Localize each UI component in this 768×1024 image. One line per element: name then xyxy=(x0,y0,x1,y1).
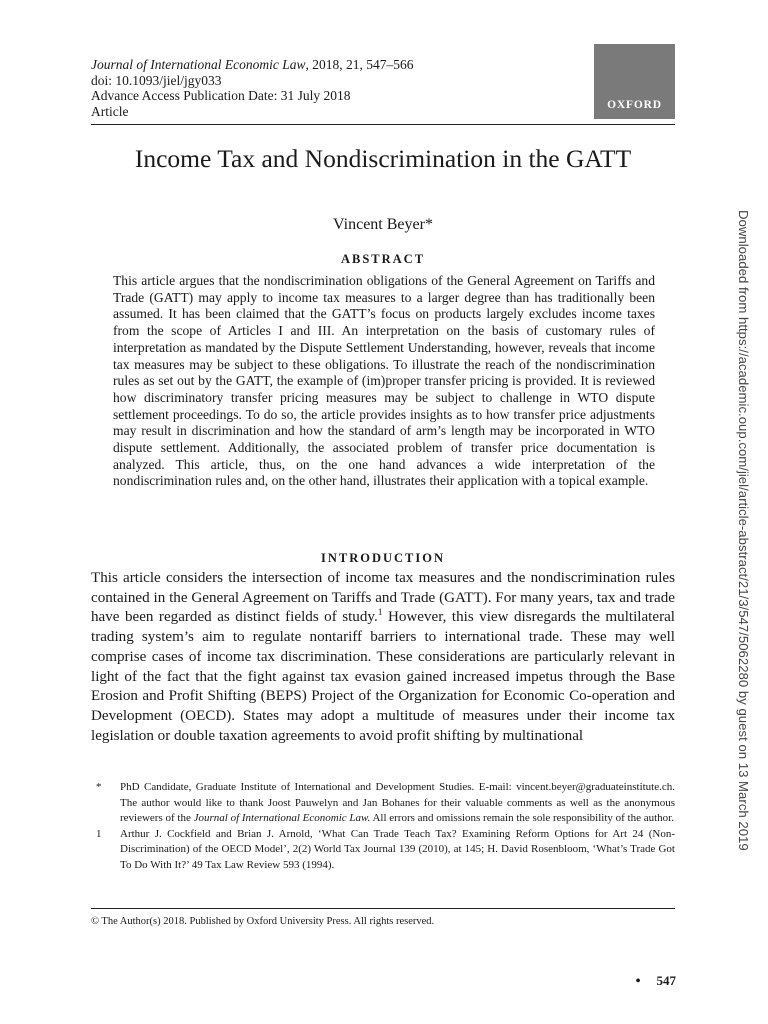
footnote-author xyxy=(91,780,675,827)
footnote-ref-1[interactable]: 1 xyxy=(377,608,383,619)
footnote-mark: * xyxy=(96,781,102,793)
advance-access-date: Advance Access Publication Date: 31 July 2018 xyxy=(91,88,351,104)
introduction-text xyxy=(91,569,675,746)
footnote-text-end: All errors and omissions remain the sole responsibility of the author. xyxy=(370,812,674,824)
footnote-1 xyxy=(91,827,675,874)
footnote-mark: 1 xyxy=(96,827,102,840)
page-number-value: 547 xyxy=(656,973,676,988)
doi: doi: 10.1093/jiel/jgy033 xyxy=(91,72,222,88)
introduction-text-part1: This article considers the intersection of income tax measures and the nondiscrimination rules contained in the General Agreement on Tariffs and Trade (GATT). For many years, tax and trade have been regarded as distinct fields of study. xyxy=(91,570,675,626)
footnotes xyxy=(91,780,675,873)
download-watermark xyxy=(735,210,755,851)
header-divider xyxy=(91,124,675,125)
article-title: Income Tax and Nondiscrimination in the GATT xyxy=(134,144,632,173)
footnote-text: Arthur J. Cockfield and Brian J. Arnold, ‘What Can Trade Teach Tax? Examining Reform Options for Art 24 (Non-Discrimination) of the OECD Model’, 2(2) World Tax Journal 139 (2010), at 145; H. David Rosenbloom, ‘What’s Trade Got To Do With It?’ 49 Tax Law Review 593 (1994). xyxy=(120,827,675,871)
copyright-notice: © The Author(s) 2018. Published by Oxford University Press. All rights reserved. xyxy=(91,916,435,927)
oxford-logo-text: OXFORD xyxy=(607,99,662,111)
author-name: Vincent Beyer* xyxy=(333,216,433,233)
footer-divider xyxy=(91,908,675,909)
journal-header xyxy=(91,57,651,119)
oxford-logo xyxy=(594,44,675,119)
journal-name: Journal of International Economic Law xyxy=(91,57,306,72)
footnote-journal-name: Journal of International Economic Law. xyxy=(193,812,371,824)
page-number xyxy=(620,973,676,990)
bullet-icon: • xyxy=(635,974,641,989)
abstract-heading: ABSTRACT xyxy=(340,252,426,266)
introduction-text-part2: However, this view disregards the multilateral trading system’s aim to regulate nontariff barriers to international trade. These may well comprise cases of income tax discrimination. These considerations are particularly relevant in light of the fact that the fight against tax evasion gained increased impetus through the Base Erosion and Profit Shifting (BEPS) Project of the Organization for Economic Co-operation and Development (OECD). States may adopt a multitude of measures under their income tax legislation or double taxation agreements to avoid profit shifting by multinational xyxy=(91,609,675,744)
introduction-heading: INTRODUCTION xyxy=(320,551,445,565)
abstract-text: This article argues that the nondiscrimination obligations of the General Agreement on Tariffs and Trade (GATT) may apply to income tax measures to a larger degree than has traditionally been assumed. It has been claimed that the GATT’s focus on products largely excludes income taxes from the scope of Articles I and III. An interpretation on the basis of customary rules of interpretation as mandated by the Dispute Settlement Understanding, however, reveals that income tax measures may be subject to these obligations. To illustrate the reach of the nondiscrimination rules as set out by the GATT, the example of (im)proper transfer pricing is provided. It is reviewed how discriminatory transfer pricing measures may be subject to challenge in WTO dispute settlement proceedings. To do so, the article provides insights as to how transfer price adjustments may result in discrimination and how the standard of arm’s length may be incorporated in WTO dispute settlement. Additionally, the associated problem of transfer price documentation is analyzed. This article, thus, on the one hand advances a wide interpretation of the nondiscrimination rules and, on the other hand, illustrates their application with a topical example. xyxy=(113,273,655,489)
footnote-text: PhD Candidate, Graduate Institute of International and Development Studies. E-mail: vincent.beyer@graduateinstitute.ch. The author would like to thank Joost Pauwelyn and Jan Bohanes for their valuable comments as well as the anonymous reviewers of the xyxy=(120,781,675,824)
journal-citation xyxy=(91,57,651,73)
citation-details: , 2018, 21, 547–566 xyxy=(305,57,414,72)
article-type: Article xyxy=(91,103,129,119)
download-note-text: Downloaded from https://academic.oup.com/jiel/article-abstract/21/3/547/5062280 by guest on 13 March 2019 xyxy=(736,210,751,851)
